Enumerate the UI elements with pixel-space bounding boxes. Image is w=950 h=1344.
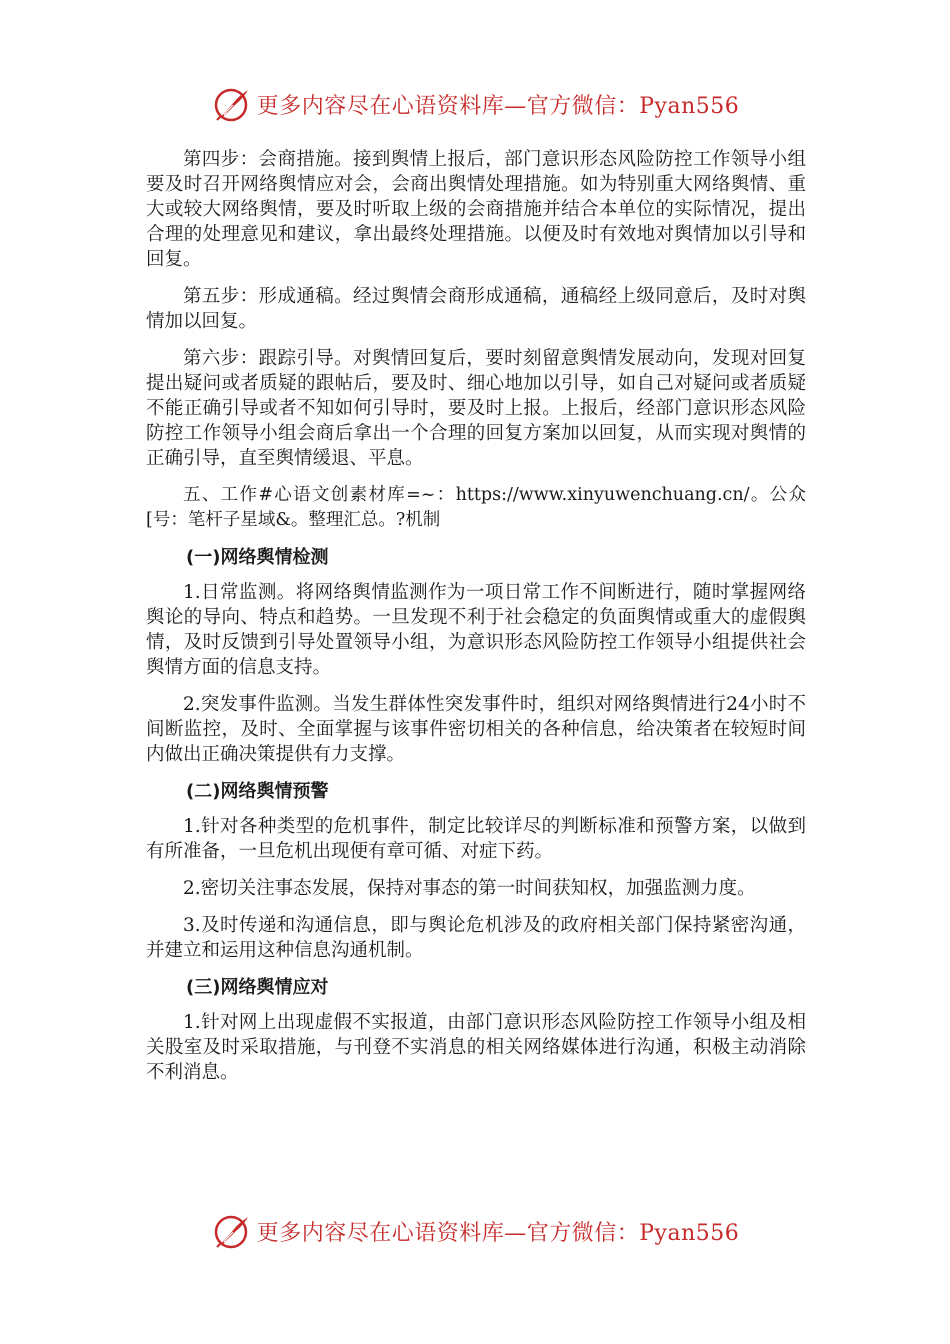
step4-paragraph: 第四步：会商措施。接到舆情上报后，部门意识形态风险防控工作领导小组要及时召开网络舆情应对会，会商出舆情处理措施。如为特别重大网络舆情、重大或较大网络舆情，要及时听取上级的会商措施并结合本单位的实际情况，提出合理的处理意见和建议，拿出最终处理措施。以便及时有效地对舆情加以引导和回复。 <box>146 149 806 270</box>
banner-text: 更多内容尽在心语资料库—官方微信：Pyan556 <box>256 1220 740 1246</box>
monitoring-item-1: 1.日常监测。将网络舆情监测作为一项日常工作不间断进行，随时掌握网络舆论的导向、特点和趋势。一旦发现不利于社会稳定的负面舆情或重大的虚假舆情，及时反馈到引导处置领导小组，为意识形态风险防控工作领导小组提供社会舆情方面的信息支持。 <box>146 582 806 678</box>
document-body <box>146 147 806 1097</box>
monitoring-item-2: 2.突发事件监测。当发生群体性突发事件时，组织对网络舆情进行24小时不间断监控，及时、全面掌握与该事件密切相关的各种信息，给决策者在较短时间内做出正确决策提供有力支撑。 <box>146 694 806 765</box>
section-heading-monitoring: (一)网络舆情检测 <box>186 547 329 568</box>
warning-item-3: 3.及时传递和沟通信息，即与舆论危机涉及的政府相关部门保持紧密沟通，并建立和运用这种信息沟通机制。 <box>146 915 806 961</box>
header-banner <box>0 82 950 126</box>
footer-banner <box>0 1209 950 1253</box>
warning-item-2: 2.密切关注事态发展，保持对事态的第一时间获知权，加强监测力度。 <box>183 878 756 899</box>
response-item-1: 1.针对网上出现虚假不实报道，由部门意识形态风险防控工作领导小组及相关股室及时采取措施，与刊登不实消息的相关网络媒体进行沟通，积极主动消除不利消息。 <box>146 1012 806 1083</box>
section-heading-warning: (二)网络舆情预警 <box>186 781 329 802</box>
warning-item-1: 1.针对各种类型的危机事件，制定比较详尽的判断标准和预警方案，以做到有所准备，一旦危机出现便有章可循、对症下药。 <box>146 816 806 862</box>
quill-logo-icon <box>211 84 251 124</box>
section-heading-response: (三)网络舆情应对 <box>186 977 329 998</box>
section5-heading-paragraph: 五、工作#心语文创素材库=~：https://www.xinyuwenchuang.cn/。公众[号：笔杆子星域&。整理汇总。?机制 <box>146 485 806 530</box>
banner-text: 更多内容尽在心语资料库—官方微信：Pyan556 <box>256 93 740 119</box>
step5-paragraph: 第五步：形成通稿。经过舆情会商形成通稿，通稿经上级同意后，及时对舆情加以回复。 <box>146 286 806 332</box>
quill-logo-icon <box>211 1211 251 1251</box>
step6-paragraph: 第六步：跟踪引导。对舆情回复后，要时刻留意舆情发展动向，发现对回复提出疑问或者质疑的跟帖后，要及时、细心地加以引导，如自己对疑问或者质疑不能正确引导或者不知如何引导时，要及时上报。上报后，经部门意识形态风险防控工作领导小组会商后拿出一个合理的回复方案加以回复，从而实现对舆情的正确引导，直至舆情缓退、平息。 <box>146 348 806 469</box>
